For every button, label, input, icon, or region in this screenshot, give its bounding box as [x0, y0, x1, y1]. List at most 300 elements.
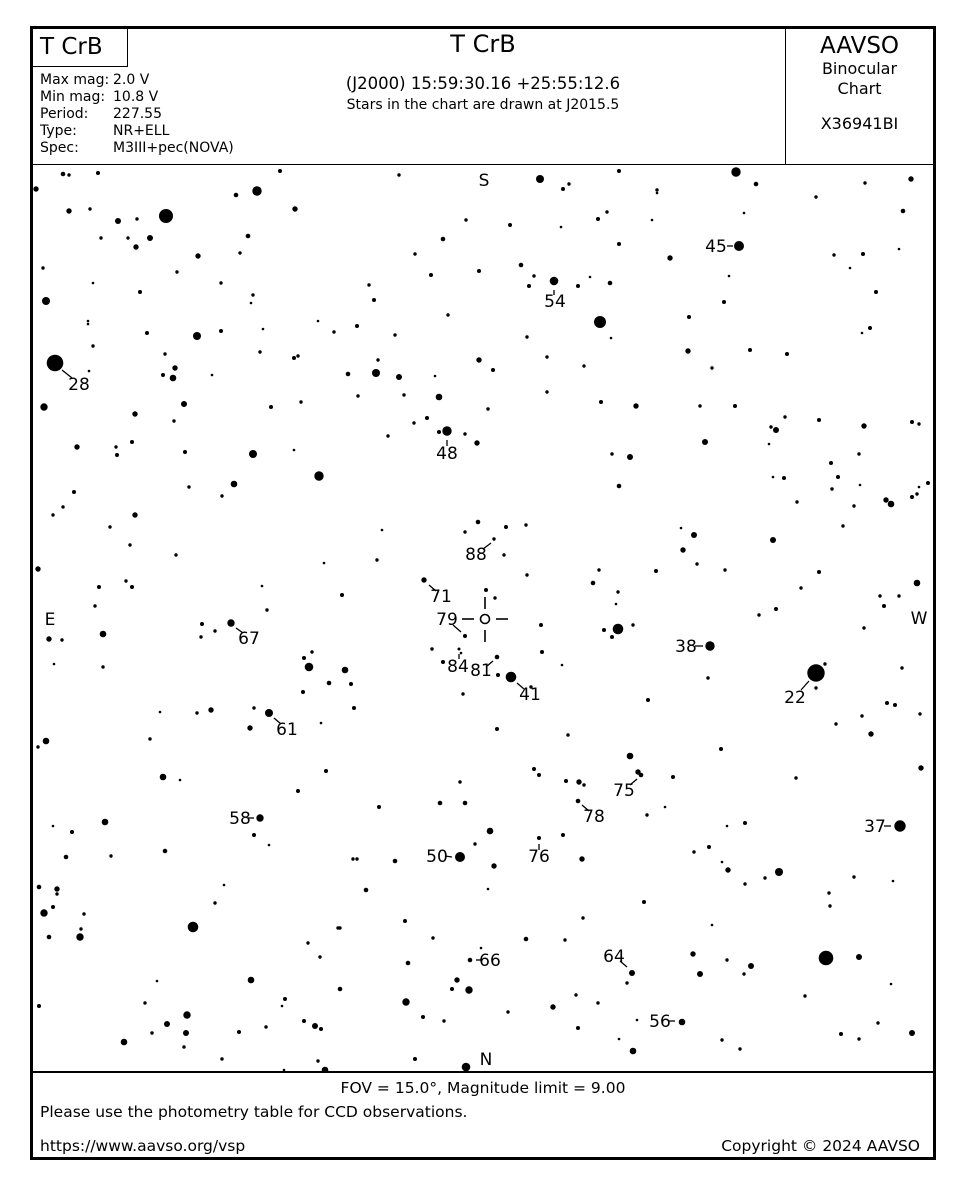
star-dot: [126, 236, 129, 239]
star-dot: [159, 209, 173, 223]
star-dot: [834, 722, 837, 725]
star-dot: [743, 212, 746, 215]
star-dot: [238, 251, 241, 254]
star-dot: [159, 711, 162, 714]
star-dot: [692, 850, 695, 853]
star-dot: [602, 628, 606, 632]
star-dot: [817, 570, 821, 574]
star-dot: [145, 331, 149, 335]
info-value: 227.55: [113, 106, 162, 122]
star-dot: [43, 738, 50, 745]
star-dot: [723, 568, 726, 571]
star-dot: [296, 354, 299, 357]
star-dot: [460, 652, 463, 655]
star-dot: [148, 737, 151, 740]
star-dot: [615, 603, 618, 606]
star-dot: [772, 476, 775, 479]
star-dot: [671, 775, 675, 779]
star-dot: [892, 880, 895, 883]
star-dot: [878, 594, 881, 597]
star-dot: [576, 1026, 580, 1030]
star-dot: [317, 320, 320, 323]
star-dot: [437, 430, 441, 434]
star-dot: [625, 981, 628, 984]
star-dot: [130, 440, 134, 444]
star-dot: [299, 400, 302, 403]
star-dot: [691, 532, 697, 538]
info-value: 2.0 V: [113, 72, 150, 88]
star-dot: [160, 774, 167, 781]
star-dot: [213, 629, 216, 632]
star-dot: [748, 348, 752, 352]
star-dot: [438, 801, 443, 806]
star-dot: [237, 1030, 241, 1034]
star-dot: [484, 588, 488, 592]
comp-star-75: [639, 773, 644, 778]
star-dot: [458, 780, 461, 783]
star-dot: [655, 188, 658, 191]
comp-star-label-76: 76: [528, 847, 550, 867]
org-name: AAVSO: [819, 33, 900, 59]
star-dot: [582, 783, 585, 786]
star-dot: [364, 888, 369, 893]
star-dot: [706, 676, 709, 679]
star-dot: [506, 1010, 509, 1013]
star-dot: [486, 407, 489, 410]
star-dot: [731, 167, 740, 176]
star-dot: [246, 234, 251, 239]
star-dot: [757, 613, 760, 616]
star-dot: [41, 266, 44, 269]
star-dot: [728, 275, 731, 278]
star-dot: [596, 1001, 599, 1004]
comp-star-label-64: 64: [603, 947, 625, 967]
star-dot: [250, 302, 253, 305]
star-dot: [849, 267, 852, 270]
star-dot: [114, 445, 117, 448]
star-dot: [636, 1019, 639, 1022]
star-dot: [743, 821, 747, 825]
comp-star-label-66: 66: [479, 951, 501, 971]
star-dot: [293, 449, 296, 452]
star-dot: [803, 994, 806, 997]
star-dot: [710, 366, 713, 369]
star-dot: [425, 416, 429, 420]
star-dot: [926, 481, 930, 485]
star-dot: [773, 427, 779, 433]
star-dot: [617, 484, 622, 489]
comp-star-76: [537, 836, 541, 840]
star-dot: [220, 1057, 223, 1060]
star-dot: [97, 585, 101, 589]
star-dot: [367, 283, 370, 286]
star-dot: [372, 298, 376, 302]
star-dot: [52, 825, 55, 828]
comp-star-79: [463, 634, 467, 638]
star-dot: [42, 297, 50, 305]
star-dot: [278, 169, 282, 173]
star-dot: [876, 1021, 879, 1024]
star-dot: [193, 332, 201, 340]
star-dot: [785, 352, 789, 356]
star-dot: [296, 789, 300, 793]
star-dot: [61, 172, 66, 177]
star-dot: [183, 450, 187, 454]
star-dot: [376, 358, 379, 361]
star-dot: [413, 1057, 417, 1061]
star-dot: [82, 912, 85, 915]
star-dot: [55, 892, 58, 895]
star-dot: [596, 217, 600, 221]
star-dot: [654, 569, 658, 573]
star-dot: [860, 714, 863, 717]
chart-kind-line2: Chart: [837, 79, 882, 98]
comp-star-label-88: 88: [465, 545, 487, 565]
star-dot: [656, 192, 659, 195]
star-dot: [721, 861, 724, 864]
star-dot: [54, 886, 59, 891]
comp-star-84: [458, 648, 461, 651]
star-dot: [61, 505, 64, 508]
star-dot: [37, 1004, 41, 1008]
star-dot: [680, 527, 683, 530]
star-dot: [487, 888, 490, 891]
star-dot: [819, 951, 834, 966]
star-dot: [883, 497, 888, 502]
star-dot: [594, 316, 606, 328]
comp-star-label-71: 71: [430, 587, 452, 607]
star-dot: [349, 682, 353, 686]
star-dot: [768, 443, 771, 446]
star-dot: [314, 471, 323, 480]
star-dot: [170, 375, 177, 382]
star-dot: [346, 372, 351, 377]
star-dot: [476, 357, 481, 362]
star-dot: [312, 1023, 318, 1029]
comp-star-label-75: 75: [613, 781, 635, 801]
star-dot: [508, 223, 512, 227]
star-dot: [79, 927, 82, 930]
star-dot: [725, 867, 730, 872]
star-dot: [690, 951, 695, 956]
star-dot: [495, 727, 499, 731]
star-dot: [338, 926, 341, 929]
star-dot: [537, 773, 541, 777]
starfield-svg: [33, 165, 933, 1071]
vsp-url[interactable]: https://www.aavso.org/vsp: [40, 1137, 246, 1155]
star-dot: [87, 320, 90, 323]
star-dot: [783, 415, 786, 418]
star-dot: [462, 1063, 471, 1071]
comp-star-label-58: 58: [229, 809, 251, 829]
info-label: Min mag:: [40, 89, 106, 105]
star-dot: [774, 607, 778, 611]
star-dot: [108, 525, 111, 528]
star-dot: [487, 828, 494, 835]
star-dot: [377, 805, 381, 809]
star-dot: [465, 986, 472, 993]
star-dot: [386, 434, 389, 437]
star-dot: [211, 374, 214, 377]
star-dot: [128, 543, 131, 546]
star-dot: [340, 593, 344, 597]
star-dot: [532, 767, 536, 771]
compass-label-W: W: [910, 609, 928, 629]
star-dot: [454, 977, 459, 982]
chart-id: X36941BI: [820, 114, 899, 133]
comp-star-label-84: 84: [447, 657, 469, 677]
star-dot: [234, 193, 239, 198]
star-dot: [464, 218, 467, 221]
star-dot: [318, 955, 321, 958]
star-dot: [403, 919, 407, 923]
star-dot: [496, 673, 500, 677]
star-dot: [355, 857, 358, 860]
star-dot: [726, 825, 729, 828]
star-dot: [402, 998, 409, 1005]
star-dot: [561, 664, 564, 667]
star-dot: [491, 368, 495, 372]
star-dot: [720, 1038, 723, 1041]
star-dot: [261, 585, 264, 588]
comp-star-label-81: 81: [470, 661, 492, 681]
star-dot: [51, 513, 54, 516]
star-dot: [651, 219, 654, 222]
comp-star-label-38: 38: [675, 637, 697, 657]
star-dot: [102, 819, 109, 826]
star-dot: [135, 217, 138, 220]
star-dot: [839, 1032, 843, 1036]
star-dot: [915, 492, 918, 495]
epoch-note: Stars in the chart are drawn at J2015.5: [346, 97, 620, 113]
comp-star-58: [256, 814, 263, 821]
comp-star-66: [468, 958, 473, 963]
star-dot: [882, 604, 886, 608]
star-dot: [249, 450, 257, 458]
star-dot: [856, 954, 862, 960]
star-dot: [36, 745, 39, 748]
star-dot: [96, 171, 100, 175]
star-dot: [589, 276, 592, 279]
star-dot: [219, 329, 223, 333]
star-dot: [463, 530, 466, 533]
star-dot: [88, 370, 91, 373]
star-dot: [566, 733, 569, 736]
star-dot: [599, 400, 603, 404]
comp-star-label-48: 48: [436, 444, 458, 464]
star-dot: [72, 490, 76, 494]
star-dot: [208, 707, 213, 712]
star-dot: [161, 373, 165, 377]
star-dot: [646, 698, 650, 702]
star-dot: [782, 476, 786, 480]
star-dot: [352, 706, 356, 710]
star-dot: [550, 1004, 555, 1009]
star-dot: [832, 253, 835, 256]
star-dot: [421, 1015, 425, 1019]
star-dot: [138, 290, 142, 294]
comp-star-56: [679, 1019, 686, 1026]
comp-star-64: [629, 970, 635, 976]
star-dot: [707, 845, 711, 849]
star-dot: [124, 579, 127, 582]
star-dot: [799, 586, 802, 589]
photometry-note: Please use the photometry table for CCD observations.: [40, 1103, 468, 1121]
star-dot: [910, 420, 914, 424]
info-label: Period:: [40, 106, 89, 122]
star-dot: [115, 453, 119, 457]
star-dot: [412, 421, 415, 424]
star-dot: [258, 350, 261, 353]
star-dot: [698, 404, 701, 407]
star-dot: [874, 290, 878, 294]
star-dot: [525, 573, 528, 576]
comp-star-label-67: 67: [238, 629, 260, 649]
star-dot: [223, 884, 226, 887]
comp-star-label-50: 50: [426, 847, 448, 867]
star-dot: [356, 394, 359, 397]
info-label: Type:: [40, 123, 77, 139]
star-dot: [618, 1038, 621, 1041]
star-dot: [143, 1001, 146, 1004]
star-dot: [92, 282, 95, 285]
star-dot: [695, 562, 698, 565]
fov-magnitude-line: FOV = 15.0°, Magnitude limit = 9.00: [340, 1079, 626, 1097]
star-dot: [561, 187, 565, 191]
star-dot: [754, 182, 759, 187]
star-dot: [564, 779, 568, 783]
coordinates-line: (J2000) 15:59:30.16 +25:55:12.6: [345, 74, 621, 93]
star-dot: [172, 365, 177, 370]
star-dot: [477, 269, 481, 273]
info-value: M3III+pec(NOVA): [113, 140, 234, 156]
star-dot: [175, 270, 178, 273]
star-dot: [200, 622, 204, 626]
star-dot: [536, 175, 544, 183]
star-dot: [610, 337, 613, 340]
star-dot: [413, 252, 416, 255]
star-dot: [199, 635, 202, 638]
comp-star-61: [265, 709, 273, 717]
star-dot: [316, 1059, 319, 1062]
star-dot: [33, 186, 38, 191]
star-dot: [183, 1011, 190, 1018]
star-dot: [281, 1005, 284, 1008]
star-dot: [265, 608, 268, 611]
star-dot: [581, 916, 584, 919]
star-dot: [93, 604, 96, 607]
star-dot: [532, 274, 535, 277]
star-dot: [133, 244, 138, 249]
star-dot: [396, 374, 402, 380]
star-dot: [697, 971, 703, 977]
star-dot: [524, 937, 529, 942]
info-label: Spec:: [40, 140, 79, 156]
star-dot: [890, 983, 893, 986]
star-dot: [446, 313, 449, 316]
star-dot: [323, 562, 326, 565]
star-dot: [47, 935, 52, 940]
star-dot: [431, 936, 434, 939]
star-dot: [616, 590, 619, 593]
star-dot: [610, 635, 614, 639]
star-dot: [829, 461, 833, 465]
comp-star-label-41: 41: [519, 685, 541, 705]
star-dot: [327, 681, 332, 686]
star-dot: [46, 636, 51, 641]
star-dot: [179, 779, 182, 782]
star-dot: [393, 859, 398, 864]
star-dot: [633, 403, 638, 408]
star-dot: [597, 568, 600, 571]
chart-bottom-line: [33, 1071, 933, 1073]
star-dot: [868, 326, 872, 330]
star-dot: [213, 901, 216, 904]
star-dot: [561, 833, 565, 837]
star-dot: [252, 833, 256, 837]
star-dot: [702, 439, 708, 445]
star-dot: [828, 904, 831, 907]
star-dot: [252, 186, 261, 195]
star-dot: [631, 623, 634, 626]
star-dot: [885, 701, 889, 705]
star-dot: [436, 394, 443, 401]
star-dot: [188, 922, 199, 933]
copyright-text: Copyright © 2024 AAVSO: [721, 1137, 920, 1155]
star-dot: [627, 454, 633, 460]
star-dot: [725, 958, 728, 961]
star-dot: [480, 947, 483, 950]
star-dot: [99, 236, 102, 239]
star-dot: [292, 206, 297, 211]
star-dot: [70, 830, 74, 834]
star-dot: [132, 411, 137, 416]
star-dot: [156, 980, 159, 983]
star-dot: [132, 512, 137, 517]
star-dot: [852, 875, 855, 878]
star-dot: [861, 423, 866, 428]
star-dot: [591, 581, 596, 586]
star-dot: [251, 293, 254, 296]
star-dot: [719, 747, 723, 751]
star-dot: [857, 452, 860, 455]
variable-star-marker: [481, 615, 490, 624]
chart-title: T CrB: [450, 30, 516, 58]
comp-star-54: [550, 277, 559, 286]
star-dot: [545, 390, 548, 393]
comp-star-45: [734, 241, 744, 251]
star-dot: [908, 176, 913, 181]
star-dot: [195, 711, 198, 714]
comp-star-label-28: 28: [68, 375, 90, 395]
star-dot: [338, 987, 343, 992]
star-dot: [147, 235, 153, 241]
comp-star-37: [894, 820, 905, 831]
star-dot: [64, 855, 69, 860]
comp-star-50: [455, 852, 465, 862]
star-dot: [283, 997, 287, 1001]
star-dot: [372, 369, 380, 377]
star-dot: [429, 273, 433, 277]
star-dot: [722, 300, 726, 304]
star-dot: [527, 284, 531, 288]
star-dot: [617, 242, 621, 246]
comp-star-48: [442, 426, 451, 435]
comp-star-label-45: 45: [705, 237, 727, 257]
star-dot: [859, 484, 862, 487]
comp-star-label-37: 37: [864, 817, 886, 837]
comp-star-71: [421, 577, 426, 582]
